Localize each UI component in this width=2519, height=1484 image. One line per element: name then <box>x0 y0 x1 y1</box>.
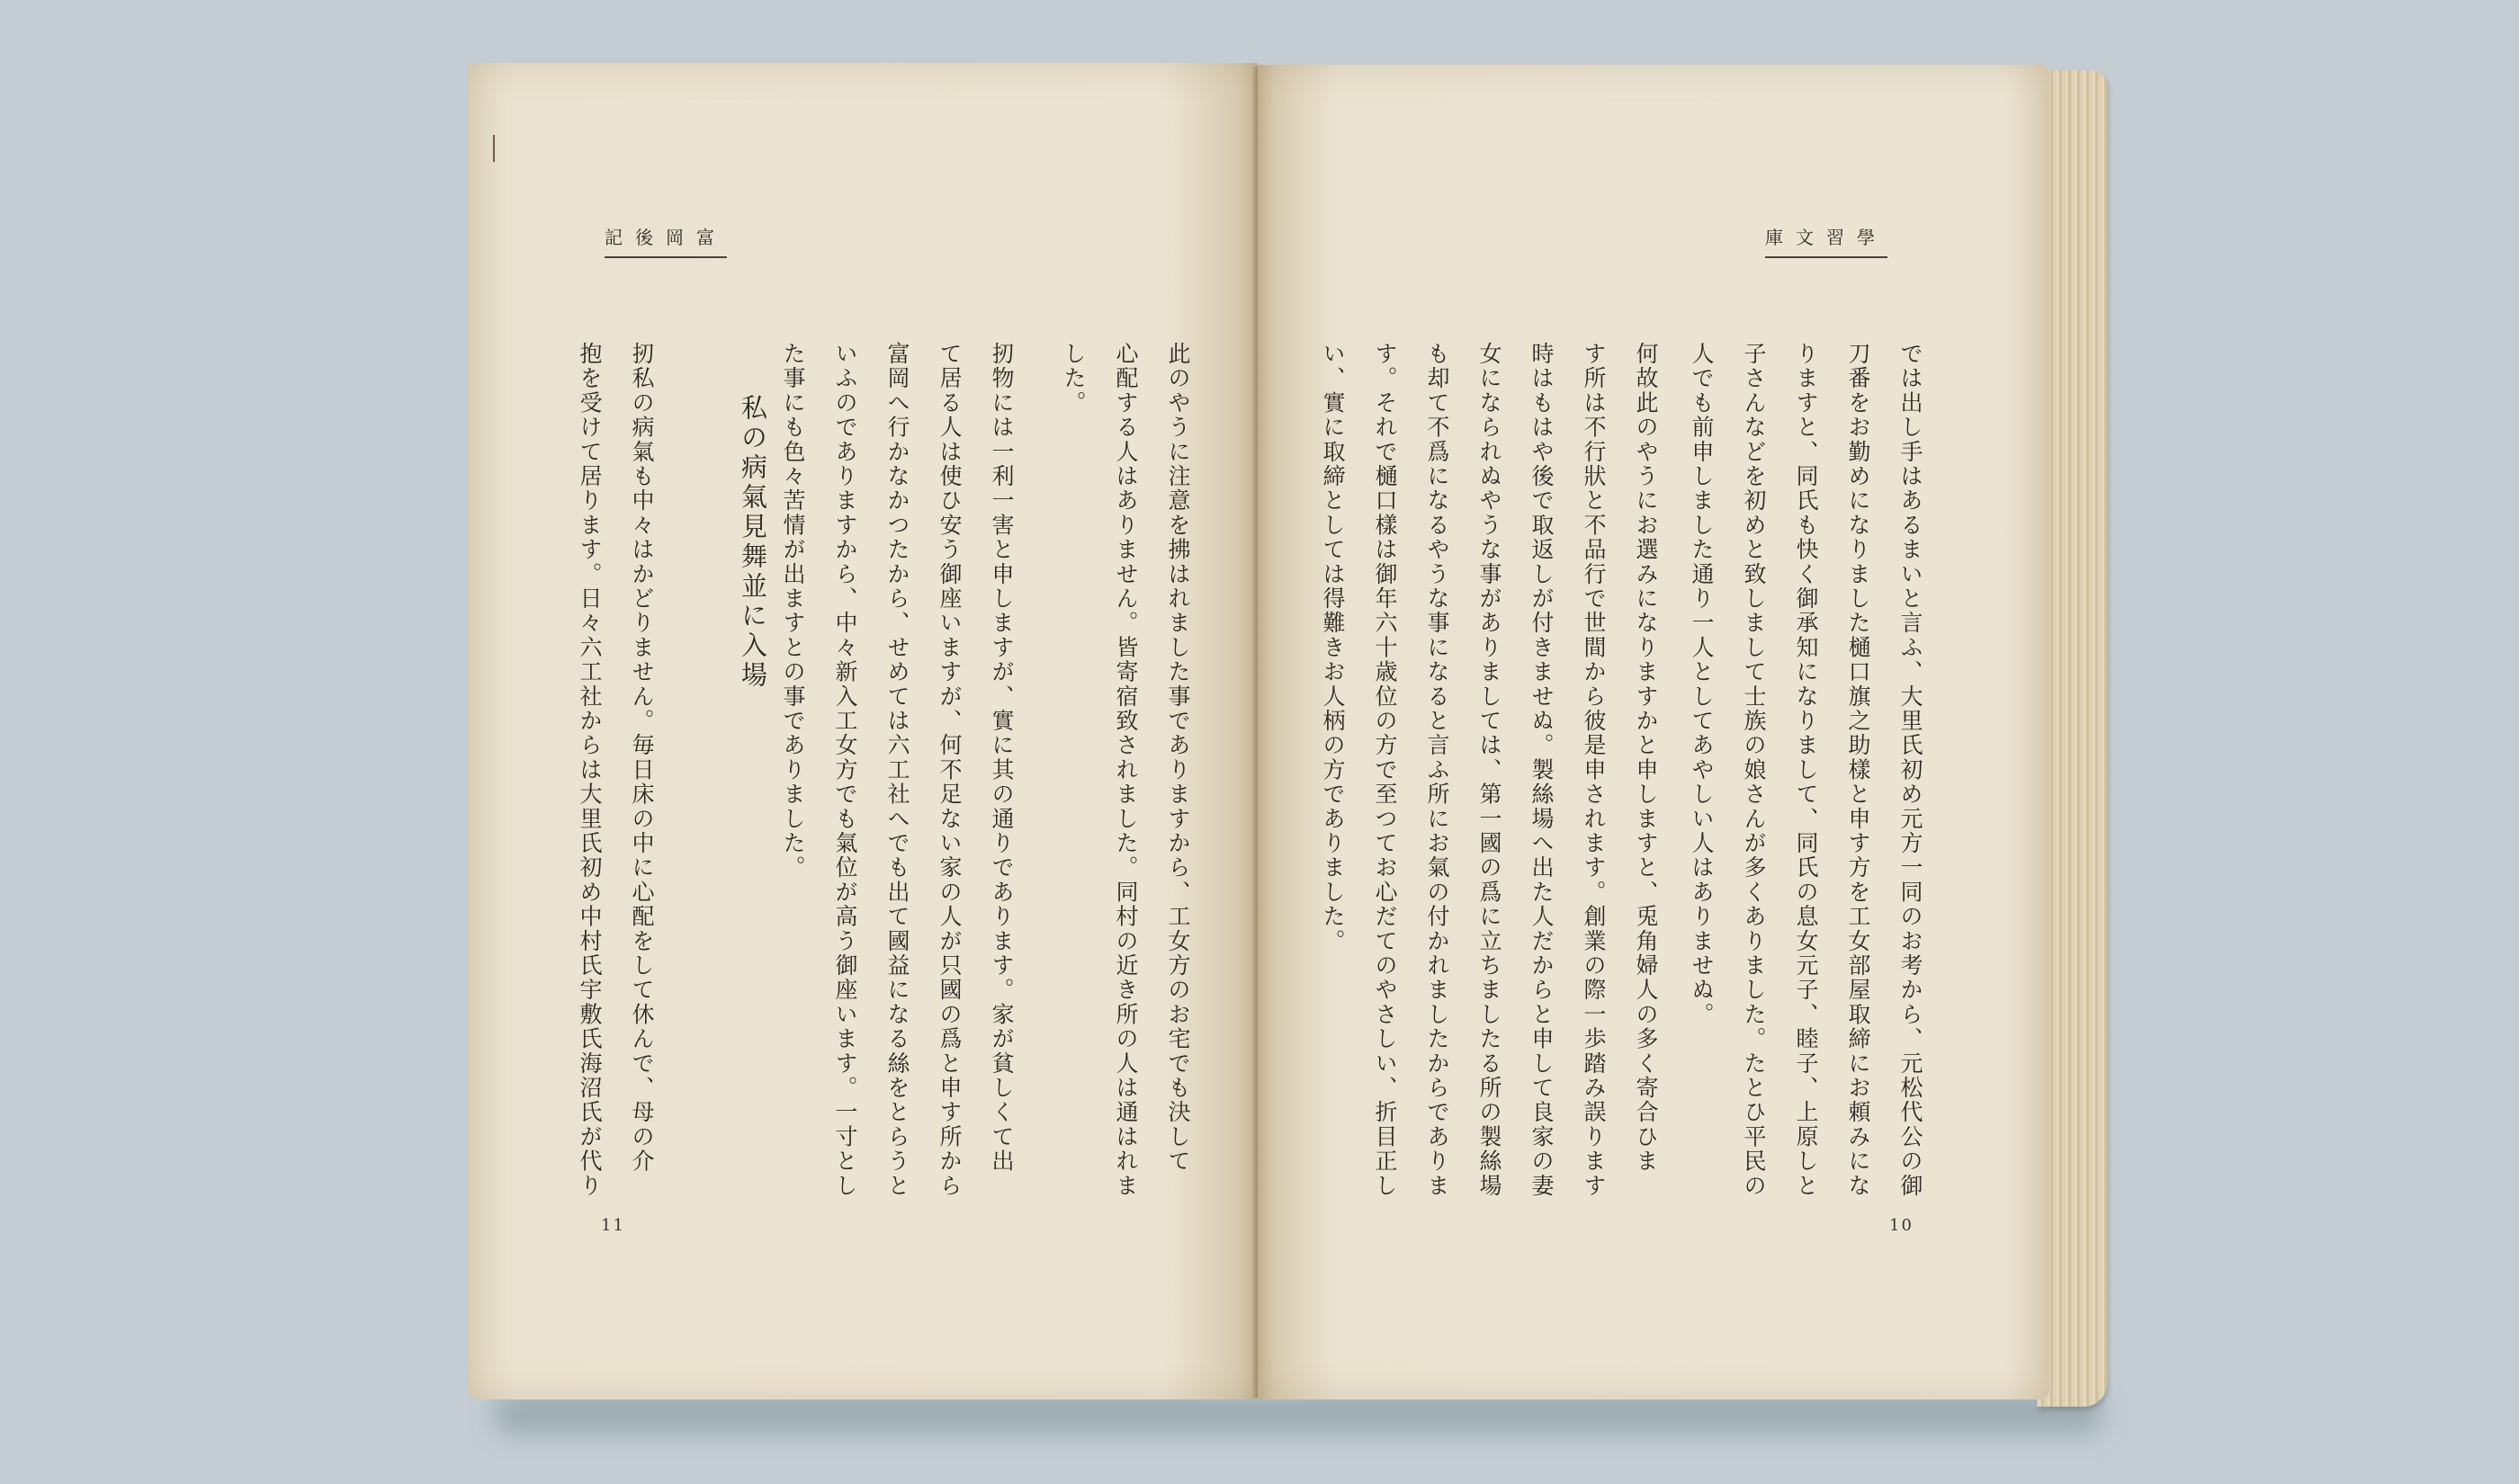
right-page-number: 10 <box>1889 1216 1914 1235</box>
right-paragraph-2: 何故此のやうにお選みになりますかと申しますと、兎角婦人の多く寄合ひま す所は不行狀と不品行で世間から彼是申されます。創業の際一歩踏み誤ります 時はもはや後で取返しが付きませぬ。製絲場へ出た人だからと申して良家の妻 女になられぬやうな事がありましては、第一國の爲に立ちましたる所の製絲場 も却て不爲になるやうな事になると言ふ所にお氣の付かれましたからでありま す。それで樋口樣は御年六十歳位の方で至つてお心だてのやさしい、折目正し い、實に取締としては得難きお人柄の方でありました。 <box>1320 342 1659 1198</box>
left-running-head: 記後岡富 <box>605 223 727 258</box>
left-paragraph-1: 此のやうに注意を拂はれました事でありますから、工女方のお宅でも決して 心配する人はありません。皆寄宿致されました。同村の近き所の人は通はれま した。 <box>1061 342 1191 1198</box>
left-paragraph-3: 扨私の病氣も中々はかどりません。毎日床の中に心配をして休んで、母の介 抱を受けて居ります。日々六工社からは大里氏初め中村氏宇敷氏海沼氏が代り <box>577 342 655 1198</box>
right-running-head: 庫文習學 <box>1765 223 1887 258</box>
page-mark <box>493 135 495 162</box>
book-shadow <box>493 1394 2103 1434</box>
left-paragraph-2: 扨物には一利一害と申しますが、實に其の通りであります。家が貧しくて出 て居る人は使ひ安う御座いますが、何不足ない家の人が只國の爲と申す所から 富岡へ行かなかつたから、せめては六工社へでも出て國益になる絲をとらうと いふのでありますから、中々新入工女方でも氣位が高う御座います。一寸とし た事にも色々苦情が出ますとの事でありました。 <box>780 342 1015 1199</box>
right-paragraph-1: では出し手はあるまいと言ふ、大里氏初め元方一同のお考から、元松代公の御 刀番をお勤めになりました樋口旗之助樣と申す方を工女部屋取締にお頼みにな りますと、同氏も快く御承知になりまして、同氏の息女元子、睦子、上原しと 子さんなどを初めと致しまして士族の娘さんが多くありました。たとひ平民の 人でも前申しました通り一人としてあやしい人はありませぬ。 <box>1689 342 1923 1198</box>
section-heading: 私の病氣見舞並に入場 <box>738 394 768 691</box>
left-page-number: 11 <box>601 1216 625 1235</box>
